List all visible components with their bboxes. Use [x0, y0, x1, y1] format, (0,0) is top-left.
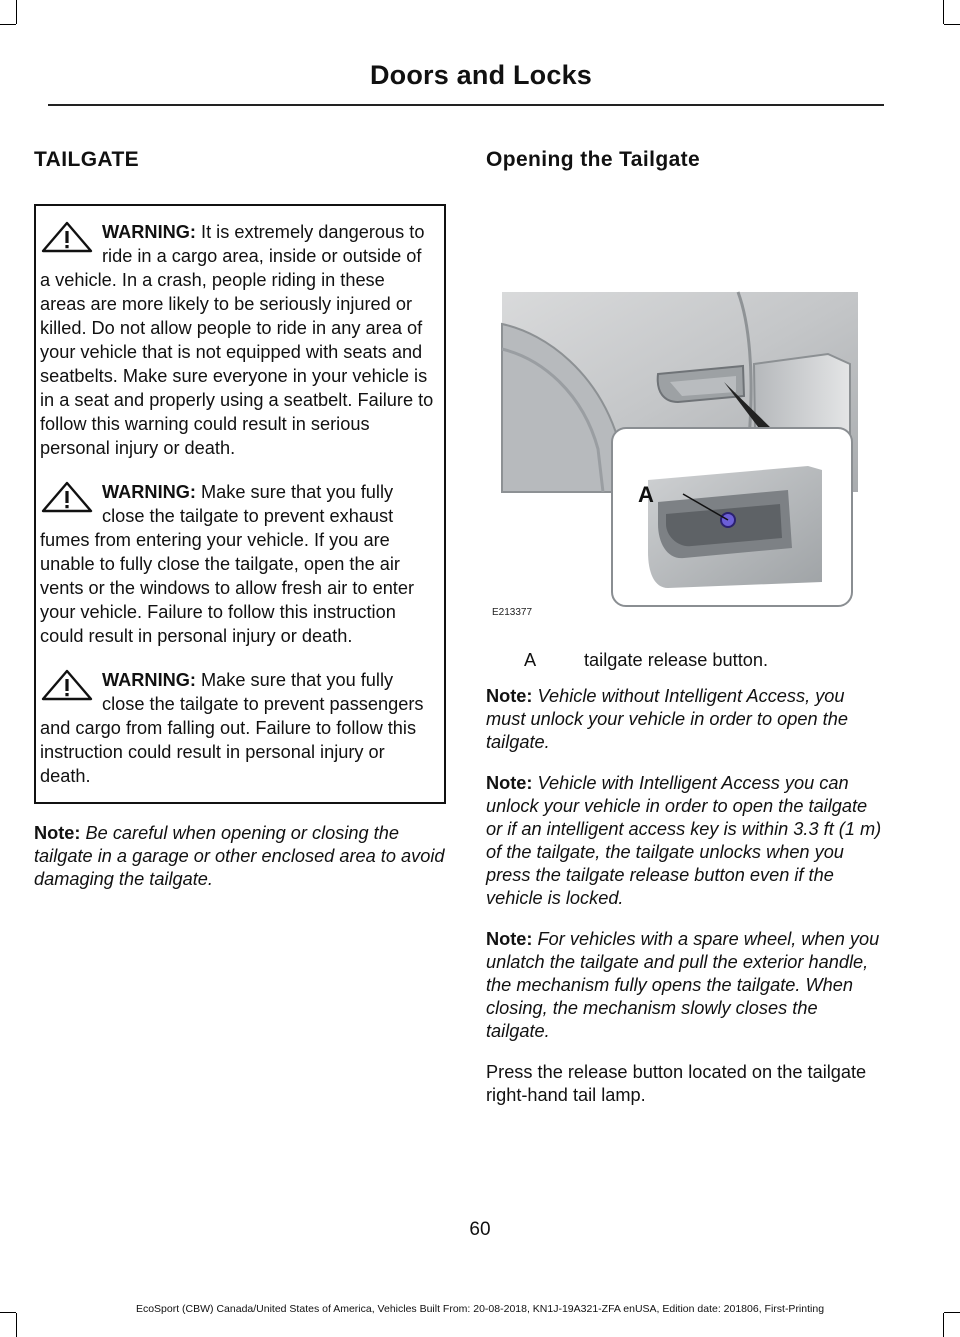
page-number: 60 — [469, 1219, 491, 1240]
section-title-opening-tailgate: Opening the Tailgate — [486, 148, 701, 171]
callout-legend — [486, 650, 884, 671]
figure-code: E213377 — [492, 607, 533, 618]
note-with-intelligent-access — [486, 772, 884, 910]
warning-box — [34, 204, 446, 804]
warning-1 — [40, 220, 434, 460]
warning-2 — [40, 480, 434, 648]
note-text: For vehicles with a spare wheel, when you unlatch the tailgate and pull the exterior handle, the mechanism fully opens the tailgate. When closing, the mechanism slowly closes the tailgate. — [486, 929, 880, 1041]
crop-mark-bottom-left-v — [16, 1313, 17, 1337]
tailgate-release-illustration — [488, 224, 858, 614]
page-header-title: Doors and Locks — [369, 60, 592, 90]
callout-description: tailgate release button. — [584, 650, 769, 670]
right-column — [486, 140, 884, 1107]
header-divider — [48, 104, 884, 106]
crop-mark-top-right-v — [943, 0, 944, 24]
footer-edition-info: EcoSport (CBW) Canada/United States of America, Vehicles Built From: 20-08-2018, KN1J-19A321-ZFA enUSA, Edition date: 201806, First-Printing — [135, 1303, 825, 1315]
crop-mark-top-right-h — [944, 24, 960, 25]
note-careful — [34, 822, 446, 891]
note-spare-wheel — [486, 928, 884, 1043]
callout-letter: A — [638, 482, 654, 507]
note-text: Vehicle without Intelligent Access, you must unlock your vehicle in order to open the tailgate. — [486, 686, 848, 752]
left-column — [34, 140, 446, 891]
note-label: Note: — [486, 929, 533, 949]
callout-key: A — [524, 650, 537, 670]
warning-triangle-icon — [40, 220, 94, 254]
note-label: Note: — [486, 686, 533, 706]
warning-3 — [40, 668, 434, 788]
crop-mark-bottom-right-v — [943, 1313, 944, 1337]
note-text: Vehicle with Intelligent Access you can unlock your vehicle in order to open the tailgate or if an intelligent access key is within 3.3 ft (1 m) of the tailgate, the tailgate unlocks when you press the tailgate release button even if the vehicle is locked. — [486, 773, 882, 908]
warning-label: WARNING: — [102, 482, 196, 502]
warning-text: Make sure that you fully close the tailgate to prevent exhaust fumes from entering your vehicle. If you are unable to fully close the tailgate, open the air vents or the windows to allow fresh air to enter your vehicle. Failure to follow this instruction could result in personal injury or death. — [40, 482, 415, 646]
warning-triangle-icon — [40, 668, 94, 702]
warning-label: WARNING: — [102, 222, 196, 242]
warning-label: WARNING: — [102, 670, 196, 690]
instruction-paragraph: Press the release button located on the tailgate right-hand tail lamp. — [486, 1062, 867, 1105]
crop-mark-top-left-v — [16, 0, 17, 24]
crop-mark-top-left-h — [0, 24, 16, 25]
section-title-tailgate: TAILGATE — [34, 148, 140, 171]
tailgate-illustration — [488, 224, 858, 618]
note-text: Be careful when opening or closing the tailgate in a garage or other enclosed area to avoid damaging the tailgate. — [34, 823, 445, 889]
note-without-intelligent-access — [486, 685, 884, 754]
warning-text: Make sure that you fully close the tailgate to prevent passengers and cargo from falling out. Failure to follow this instruction could result in personal injury or death. — [40, 670, 424, 786]
warning-triangle-icon — [40, 480, 94, 514]
note-label: Note: — [34, 823, 81, 843]
warning-text: It is extremely dangerous to ride in a cargo area, inside or outside of a vehicle. In a crash, people riding in these areas are more likely to be seriously injured or killed. Do not allow people to ride in any area of your vehicle that is not equipped with seats and seatbelts. Make sure everyone in your vehicle is in a seat and properly using a seatbelt. Failure to follow this warning could result in serious personal injury or death. — [40, 222, 434, 458]
note-label: Note: — [486, 773, 533, 793]
